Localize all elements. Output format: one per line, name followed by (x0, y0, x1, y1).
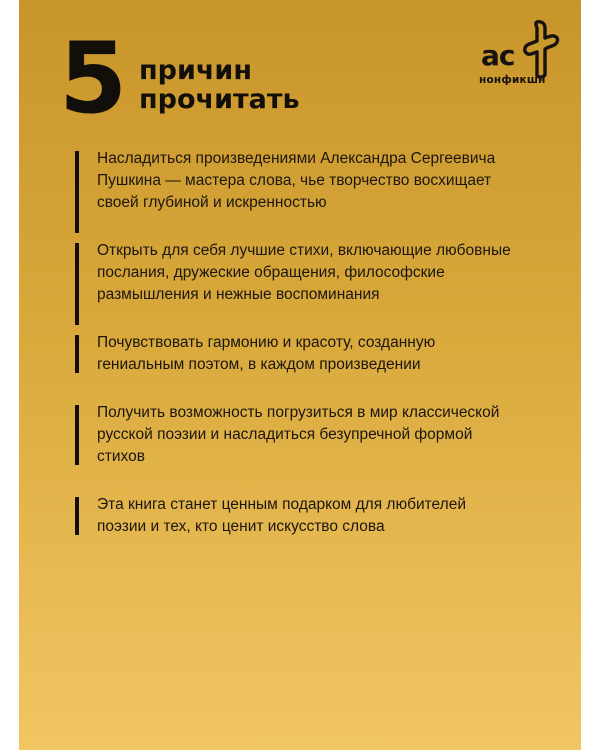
reasons-list (75, 148, 515, 538)
reason-item (75, 494, 515, 538)
publisher-logo (479, 20, 565, 94)
logo-letters: ас (481, 39, 515, 72)
reason-item (75, 240, 515, 306)
reason-bar (75, 243, 79, 325)
reason-text: Открыть для себя лучшие стихи, включающие любовные послания, дружеские обращения, философские размышления и нежные воспоминания (97, 242, 511, 303)
headline-line-1: причин (139, 55, 253, 86)
reason-item (75, 332, 515, 376)
headline-line-2: прочитать (139, 84, 300, 115)
reasons-count: 5 (59, 22, 126, 136)
reason-text: Эта книга станет ценным подарком для любителей поэзии и тех, кто ценит искусство слова (97, 496, 466, 535)
reason-text: Насладиться произведениями Александра Сергеевича Пушкина — мастера слова, чье творчество восхищает своей глубиной и искренностью (97, 150, 496, 211)
reason-item (75, 402, 515, 468)
promo-card (19, 0, 581, 750)
reason-text: Получить возможность погрузиться в мир классической русской поэзии и насладиться безупречной формой стихов (97, 404, 500, 465)
reason-text: Почувствовать гармонию и красоту, созданную гениальным поэтом, в каждом произведении (97, 334, 436, 373)
logo-subtitle: нонфикшн (479, 74, 546, 86)
reason-bar (75, 497, 79, 535)
reason-item (75, 148, 515, 214)
reason-bar (75, 335, 79, 373)
headline (139, 56, 300, 114)
reason-bar (75, 405, 79, 465)
reason-bar (75, 151, 79, 233)
